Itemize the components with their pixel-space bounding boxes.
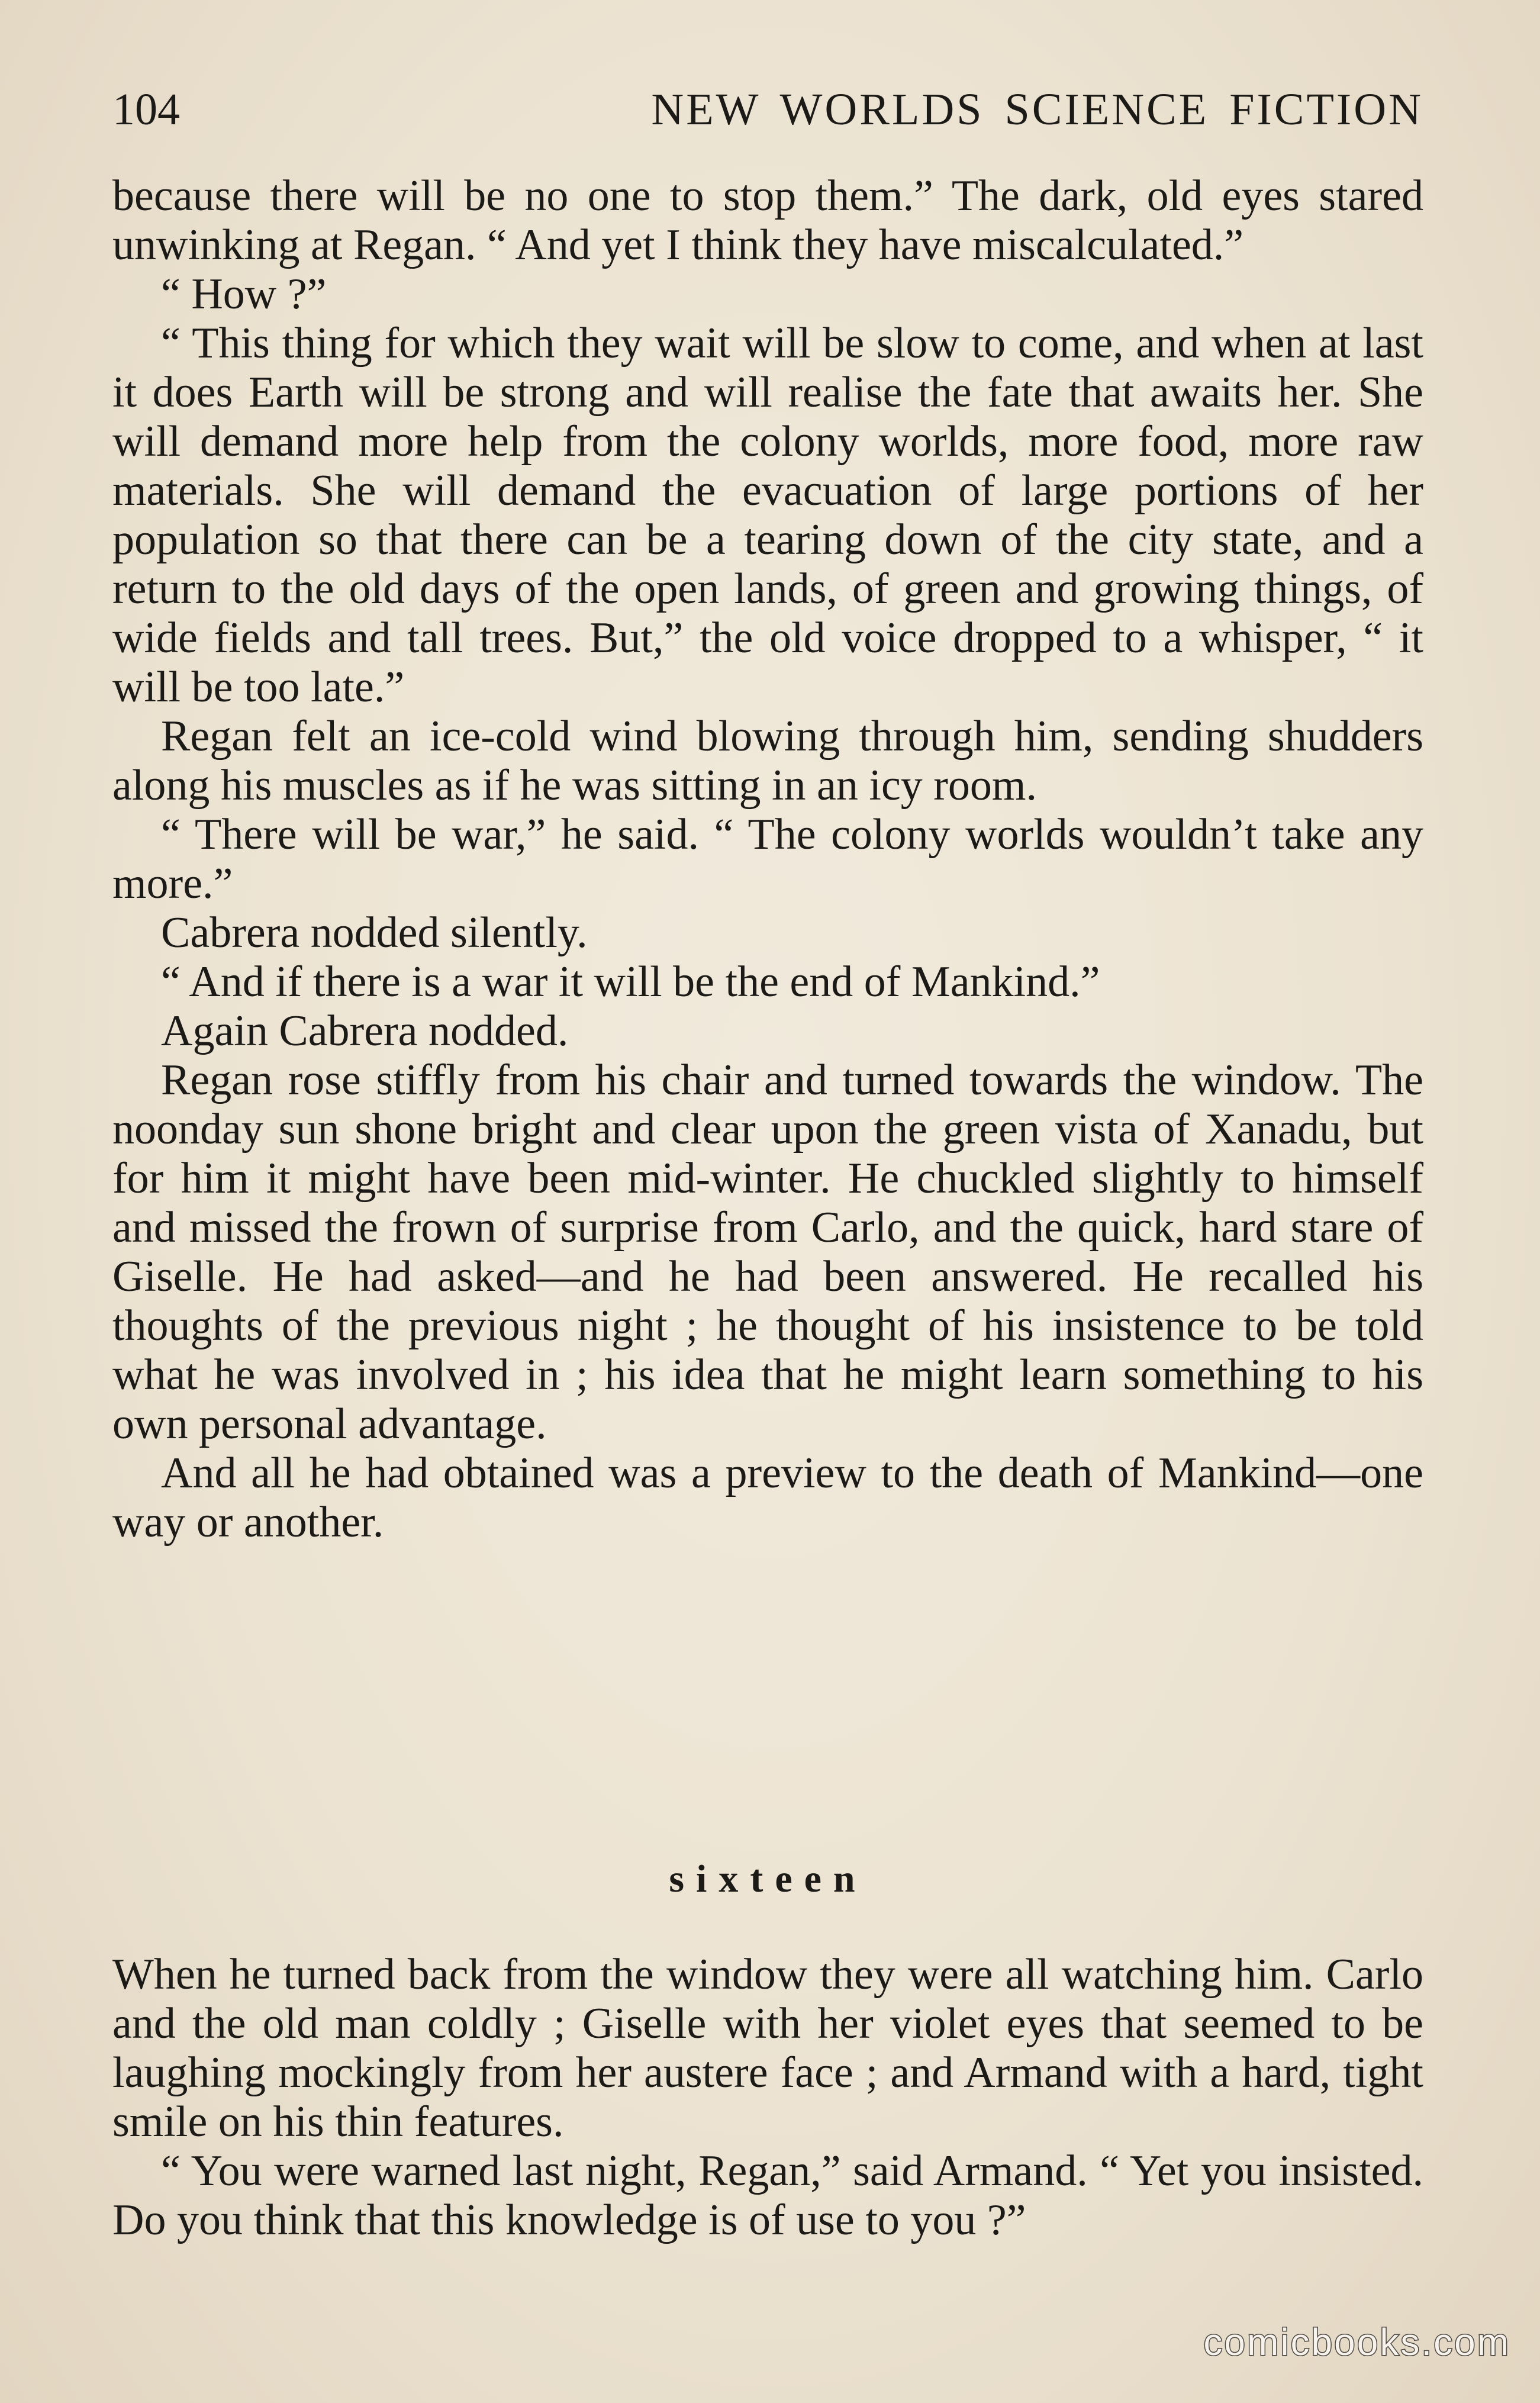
running-title: NEW WORLDS SCIENCE FICTION — [651, 85, 1423, 134]
paragraph: “ How ?” — [161, 270, 327, 318]
paragraph: “ There will be war,” he said. “ The colony worlds wouldn’t take any more.” — [112, 810, 1423, 908]
page-header — [112, 77, 1423, 142]
page-number: 104 — [112, 85, 180, 134]
paragraph: “ And if there is a war it will be the end of Mankind.” — [161, 958, 1100, 1006]
chapter-heading: sixteen — [669, 1857, 867, 1901]
paragraph: “ This thing for which they wait will be slow to come, and when at last it does Earth will be strong and will realise the fate that awaits her. She will demand more help from the colony worlds, more food, more raw materials. She will demand the evacuation of large portions of her population so that there can be a tearing down of the city state, and a return to the old days of the open lands, of green and growing things, of wide fields and tall trees. But,” the old voice dropped to a whisper, “ it will be too late.” — [112, 319, 1423, 711]
paragraph: because there will be no one to stop them.” The dark, old eyes stared unwinking at Regan. “ And yet I think they have miscalculated.” — [112, 172, 1423, 269]
paragraph: Again Cabrera nodded. — [161, 1007, 569, 1055]
body-text-before-chapter — [112, 172, 1423, 1547]
paragraph: “ You were warned last night, Regan,” said Armand. “ Yet you insisted. Do you think that this knowledge is of use to you ?” — [112, 2147, 1423, 2244]
paragraph: Regan rose stiffly from his chair and turned towards the window. The noonday sun shone bright and clear upon the green vista of Xanadu, but for him it might have been mid-winter. He chuckled slightly to himself and missed the frown of surprise from Carlo, and the quick, hard stare of Giselle. He had asked—and he had been answered. He recalled his thoughts of the previous night ; he thought of his insistence to be told what he was involved in ; his idea that he might learn something to his own personal advantage. — [112, 1056, 1423, 1448]
watermark: comicbooks.com — [1203, 2321, 1510, 2363]
paragraph: Regan felt an ice-cold wind blowing through him, sending shudders along his muscles as if he was sitting in an icy room. — [112, 712, 1423, 810]
body-text-after-chapter — [112, 1950, 1423, 2245]
paragraph: And all he had obtained was a preview to the death of Mankind—one way or another. — [112, 1449, 1423, 1547]
paragraph: Cabrera nodded silently. — [161, 909, 588, 957]
paragraph: When he turned back from the window they were all watching him. Carlo and the old man coldly ; Giselle with her violet eyes that seemed to be laughing mockingly from her austere face ; and Armand with a hard, tight smile on his thin features. — [112, 1950, 1423, 2146]
